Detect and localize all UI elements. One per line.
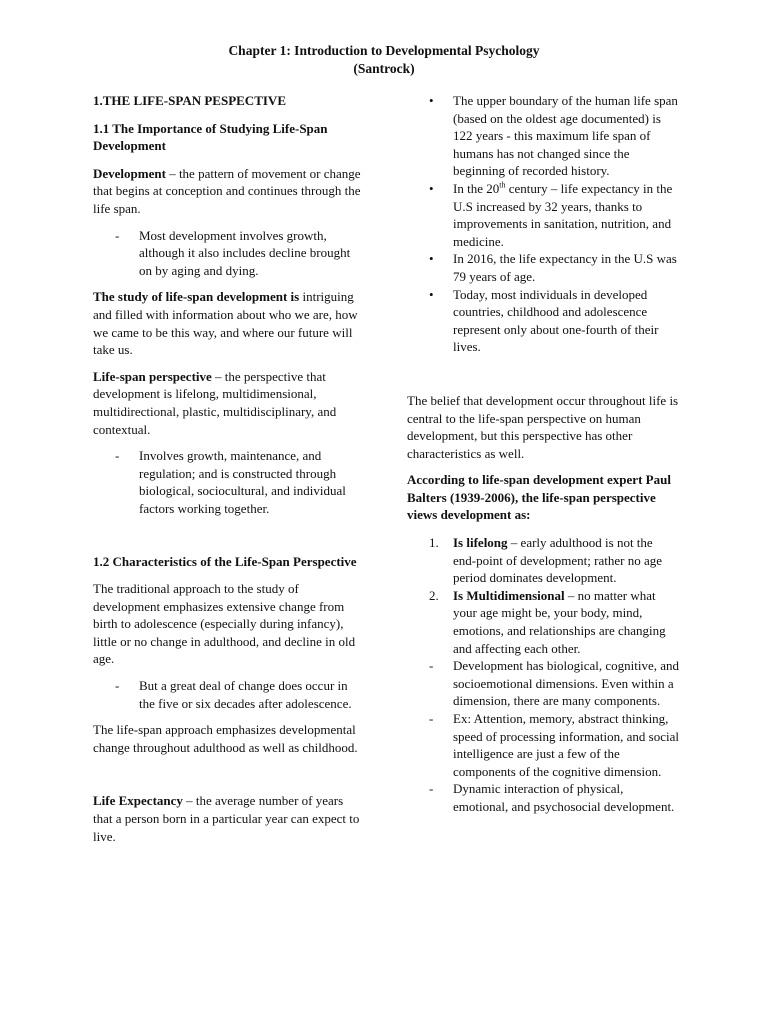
lifespan-approach-paragraph: The life-span approach emphasizes developmental change throughout adulthood as well as childhood. [93,722,358,755]
study-term: The study of life-span development is [93,289,300,305]
dash-marker: - [115,678,120,694]
bullet-item [407,286,679,356]
numbered-item-term: Is lifelong [453,535,508,551]
left-column [93,92,365,845]
dash-marker: - [429,658,434,674]
numbered-list [407,534,679,657]
dash-marker: - [429,711,434,726]
study-def-text: intriguing and filled with information about who we are, how we came to be this way, and where our future will take us. [93,289,358,358]
bullet-item-text-post: century – life expectancy in the U.S increased by 32 years, thanks to improvements in sanitation, nutrition, and medicine. [453,180,673,249]
chapter-title-line2: (Santrock) [353,61,415,76]
life-expectancy-term: Life Expectancy [93,793,183,809]
lifespan-perspective-def-text: – the perspective that development is lifelong, multidimensional, multidirectional, plastic, multidisciplinary, and contextual. [93,368,337,437]
bullet-marker: • [429,93,434,108]
lifespan-perspective-term: Life-span perspective [93,368,212,384]
dash-marker: - [115,448,120,464]
dash-item-text: Dynamic interaction of physical, emotional, and psychosocial development. [453,781,675,814]
bullet-marker: • [429,180,434,196]
numbered-item-def: – early adulthood is not the end-point of development; rather no age period dominates development. [453,535,663,586]
dash-item-text: Development has biological, cognitive, and socioemotional dimensions. Even within a dimension, there are many components. [453,658,679,709]
lifespan-perspective-definition [93,368,365,438]
dash-item [407,780,679,815]
bullet-item [407,180,679,250]
number-marker: 1. [429,535,439,551]
development-term: Development [93,165,166,181]
section-heading-1: 1.THE LIFE-SPAN PESPECTIVE [93,93,286,108]
number-marker: 2. [429,587,439,603]
superscript-th: th [499,180,506,190]
according-paragraph: According to life-span development expert Paul Balters (1939-2006), the life-span perspective views development as: [407,472,671,523]
dash-item [407,710,679,780]
dash-item [407,657,679,710]
bullet-item [407,92,679,180]
dash-item-text: But a great deal of change does occur in the five or six decades after adolescence. [139,678,352,711]
dash-item-text: Involves growth, maintenance, and regulation; and is constructed through biological, sociocultural, and individual factors working together. [139,448,346,516]
development-definition [93,165,365,218]
right-column [407,92,679,816]
dash-marker: - [429,781,434,797]
numbered-item-def: – no matter what your age might be, your body, mind, emotions, and relationships are changing and affecting each other. [453,587,666,656]
chapter-title-line1: Chapter 1: Introduction to Developmental Psychology [228,43,540,58]
dash-item-change [93,677,365,712]
bullet-marker: • [429,286,434,302]
section-heading-1-2: 1.2 Characteristics of the Life-Span Perspective [93,554,357,570]
dash-item-involves [93,447,365,517]
bullet-item-text: In 2016, the life expectancy in the U.S was 79 years of age. [453,251,677,284]
numbered-item-term: Is Multidimensional [453,587,565,603]
traditional-approach-paragraph: The traditional approach to the study of development emphasizes extensive change from birth to adolescence (especially during infancy), little or no change in adulthood, and decline in old age. [93,581,356,667]
bullet-item-text: Today, most individuals in developed countries, childhood and adolescence represent only about one-fourth of their lives. [453,286,659,355]
bullet-item [407,250,679,285]
belief-paragraph: The belief that development occur throughout life is central to the life-span perspective on human development, but this perspective has other characteristics as well. [407,392,679,461]
bullet-item-text-pre: In the 20 [453,180,500,196]
bullet-list [407,92,679,356]
bullet-item-text: The upper boundary of the human life span (based on the oldest age documented) is 122 years - this maximum life span of humans has not changed since the beginning of recorded history. [453,93,678,179]
dash-marker: - [115,227,120,243]
dash-item-text: Most development involves growth, although it also includes decline brought on by aging and dying. [139,227,351,278]
numbered-item [407,587,679,657]
chapter-title [0,42,768,78]
dash-list [407,657,679,815]
life-expectancy-def-text: – the average number of years that a person born in a particular year can expect to live. [93,793,360,844]
study-paragraph [93,288,365,358]
dash-item-text: Ex: Attention, memory, abstract thinking, speed of processing information, and social intelligence are just a few of the components of the cognitive dimension. [453,711,679,779]
section-heading-1-1: 1.1 The Importance of Studying Life-Span Development [93,120,328,154]
life-expectancy-definition [93,792,365,845]
dash-item-growth [93,227,365,280]
development-def-text: – the pattern of movement or change that begins at conception and continues through the life span. [93,165,361,216]
bullet-marker: • [429,251,434,267]
numbered-item [407,534,679,587]
